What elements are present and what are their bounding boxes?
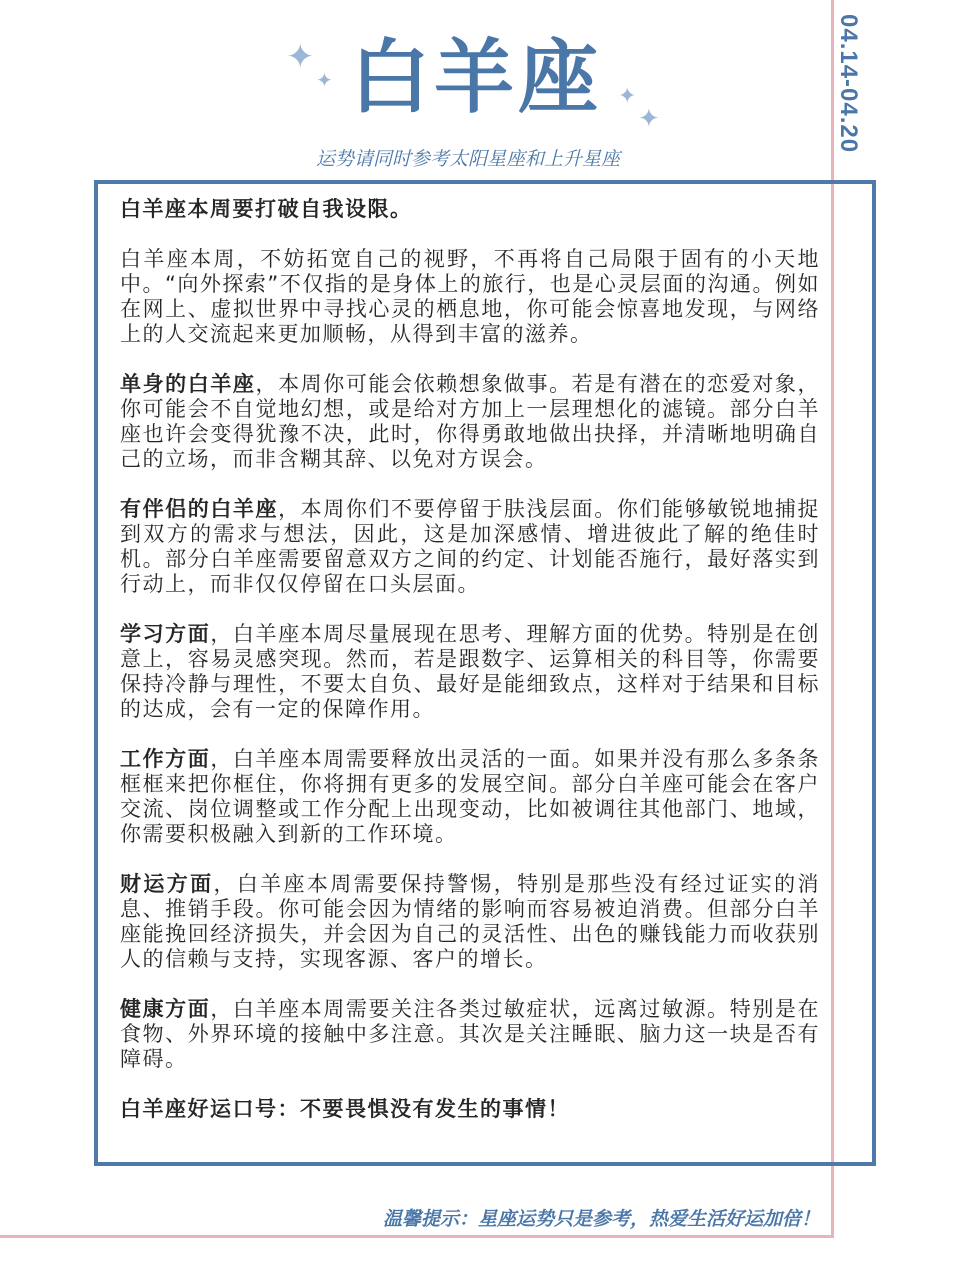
section-label: 学习方面 [120,622,211,646]
sparkle-icon: ✦ [316,68,333,92]
section-text: ，本周你们不要停留于肤浅层面。你们能够敏锐地捕捉到双方的需求与想法，因此，这是加深感情、增进彼此了解的绝佳时机。部分白羊座需要留意双方之间的约定、计划能否施行，最好落实到行动上，而非仅仅停留在口头层面。 [120,497,821,596]
sparkle-icon: ✦ [618,84,637,109]
intro-paragraph: 白羊座本周，不妨拓宽自己的视野，不再将自己局限于固有的小天地中。“向外探索”不仅指的是身体上的旅行，也是心灵层面的沟通。例如在网上、虚拟世界中寻找心灵的栖息地，你可能会惊喜地发现，与网络上的人交流起来更加顺畅，从得到丰富的滋养。 [120,247,820,346]
section-text: ，白羊座本周需要保持警惕，特别是那些没有经过证实的消息、推销手段。你可能会因为情绪的影响而容易被迫消费。但部分白羊座能挽回经济损失，并会因为自己的灵活性、出色的赚钱能力而收获别人的信赖与支持，实现客源、客户的增长。 [120,872,821,971]
section-study [120,622,820,722]
headline: 白羊座本周要打破自我设限。 [120,197,413,221]
section-label: 有伴侣的白羊座 [120,497,279,521]
section-wealth [120,872,820,972]
footer-tip: 温馨提示：星座运势只是参考，热爱生活好运加倍！ [382,1208,820,1230]
section-text: ，白羊座本周需要释放出灵活的一面。如果并没有那么多条条框框来把你框住，你将拥有更多的发展空间。部分白羊座可能会在客户交流、岗位调整或工作分配上出现变动，比如被调往其他部门、地域，你需要积极融入到新的工作环境。 [120,747,821,846]
sparkle-icon: ✦ [286,37,315,77]
section-health [120,997,820,1072]
section-text: ，白羊座本周尽量展现在思考、理解方面的优势。特别是在创意上，容易灵感突现。然而，若是跟数字、运算相关的科目等，你需要保持冷静与理性，不要太自负、最好是能细致点，这样对于结果和目标的达成，会有一定的保障作用。 [120,622,821,721]
section-partnered [120,497,820,597]
sparkle-icon: ✦ [638,104,660,134]
section-text: ，本周你可能会依赖想象做事。若是有潜在的恋爱对象，你可能会不自觉地幻想，或是给对方加上一层理想化的滤镜。部分白羊座也许会变得犹豫不决，此时，你得勇敢地做出抉择，并清晰地明确自己的立场，而非含糊其辞、以免对方误会。 [120,372,820,471]
section-label: 单身的白羊座 [120,372,256,396]
horoscope-content [120,197,820,1122]
section-label: 健康方面 [120,997,211,1021]
pink-horizontal-line [0,1235,834,1238]
section-text: ，白羊座本周需要关注各类过敏症状，远离过敏源。特别是在食物、外界环境的接触中多注意。其次是关注睡眠、脑力这一块是否有障碍。 [120,997,821,1071]
slogan: 白羊座好运口号：不要畏惧没有发生的事情！ [120,1097,570,1121]
page-title: 白羊座 [350,31,602,124]
section-work [120,747,820,847]
section-label: 财运方面 [120,872,214,896]
section-single [120,372,820,472]
subtitle: 运势请同时参考太阳星座和上升星座 [315,148,620,170]
date-range: 04.14-04.20 [835,14,862,154]
section-label: 工作方面 [120,747,211,771]
